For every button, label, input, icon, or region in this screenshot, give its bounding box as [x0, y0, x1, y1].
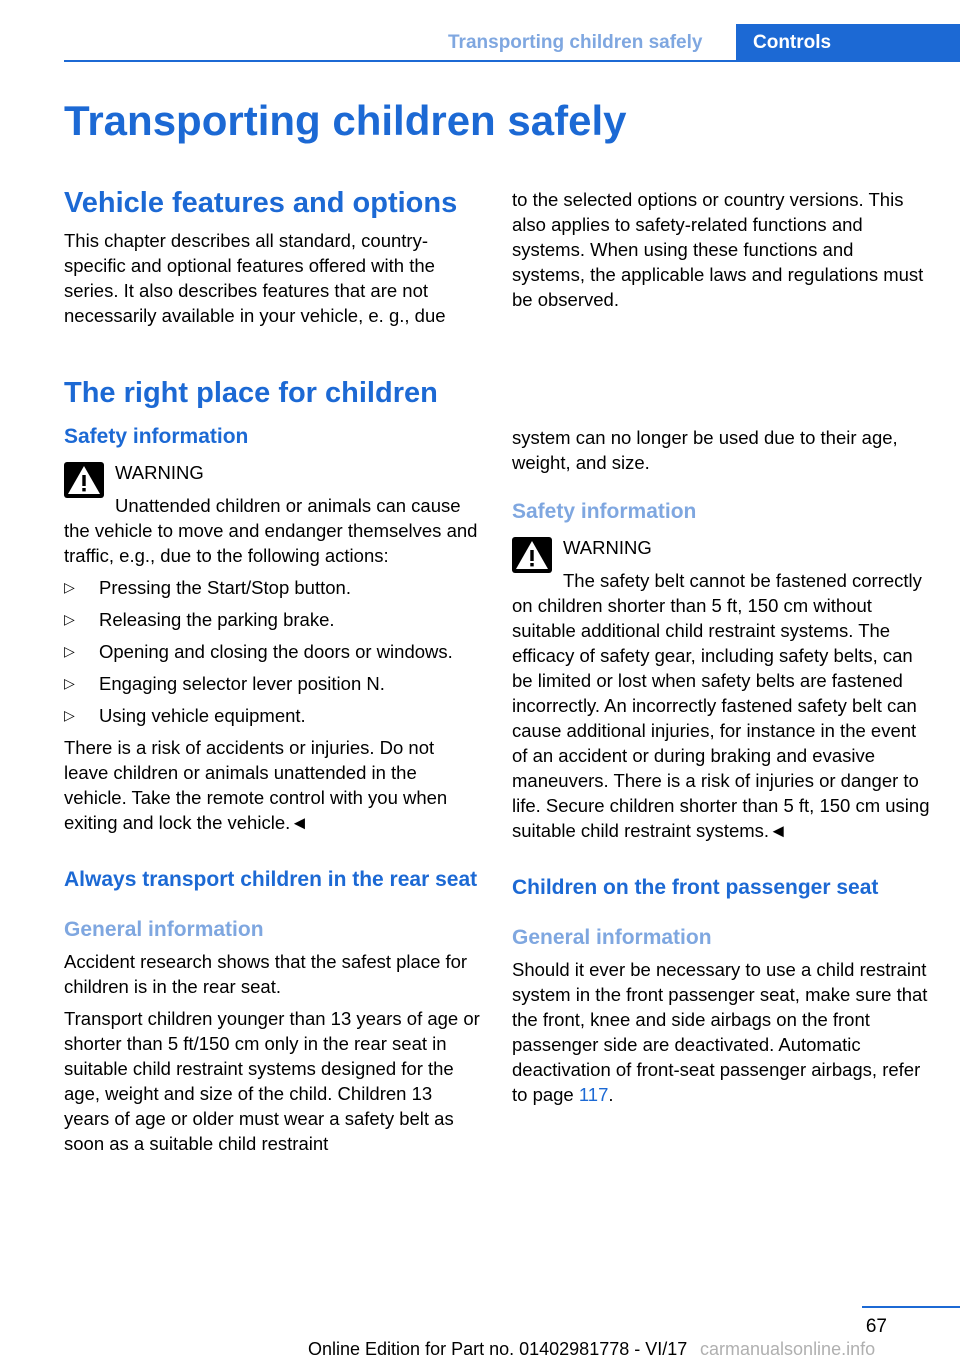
safety-information-heading: Safety information: [64, 425, 249, 448]
page-reference-link[interactable]: 117: [578, 1084, 609, 1105]
bullet-triangle-icon: ▷: [64, 643, 75, 659]
warning-consequence-text: There is a risk of accidents or injuries. Do not leave children or animals unattended in the vehicle. Take the remote control with you when exiting and lock the vehicle.◄: [64, 737, 448, 833]
warning-label: WARNING: [115, 462, 204, 483]
vehicle-features-text-right: to the selected options or country versions. This also applies to safety-related functions and systems. When using these functions and systems, the applicable laws and regulations must be observed.: [512, 189, 924, 310]
safety-information-heading-2: Safety information: [512, 500, 697, 523]
warning-block-2: [512, 535, 930, 843]
bullet-triangle-icon: ▷: [64, 675, 75, 691]
list-item: ▷ Engaging selector lever position N.: [64, 673, 385, 694]
front-seat-general-heading: General information: [512, 926, 712, 949]
rear-seat-text-2-continued: system can no longer be used due to their age, weight, and size.: [512, 427, 898, 473]
bullet-triangle-icon: ▷: [64, 707, 75, 723]
right-column-top: [512, 187, 930, 312]
warning-label-2: WARNING: [563, 537, 652, 558]
right-column: [512, 425, 930, 1107]
rear-seat-text-2: Transport children younger than 13 years of age or shorter than 5 ft/150 cm only in the rear seat in suitable child restraint systems designed for the age, weight and size of the child. Children 13 years of age or older must wear a safety belt as soon as a suitable child restraint: [64, 1008, 480, 1154]
warning-text: Unattended children or animals can cause the vehicle to move and endanger themselves and traffic, e.g., due to the following actions:: [64, 495, 478, 566]
warning-triangle-icon: [512, 537, 552, 573]
front-seat-heading: Children on the front passenger seat: [512, 876, 879, 899]
front-seat-text: Should it ever be necessary to use a child restraint system in the front passenger seat, make sure that the front, knee and side airbags on the front passenger side are deactivated. Automatic deactivation of front-seat passenger airbags, refer to page 117.: [512, 959, 928, 1105]
list-item: ▷ Using vehicle equipment.: [64, 705, 306, 726]
header-tab-controls: Controls: [736, 24, 960, 62]
vehicle-features-heading: Vehicle features and options: [64, 187, 458, 219]
right-place-heading: The right place for children: [64, 377, 438, 409]
footer-edition-text: Online Edition for Part no. 01402981778 - VI/17: [308, 1339, 688, 1359]
header-rule: [64, 60, 960, 62]
left-column: [64, 424, 482, 1156]
page-title: Transporting children safely: [64, 97, 627, 144]
list-item: ▷ Opening and closing the doors or windows.: [64, 641, 453, 662]
rear-seat-text-1: Accident research shows that the safest place for children is in the rear seat.: [64, 951, 468, 997]
watermark: carmanualsonline.info: [700, 1339, 876, 1359]
vehicle-features-text-left: This chapter describes all standard, country-specific and optional features offered with the series. It also describes features that are not necessarily available in your vehicle, e. g., due: [64, 230, 446, 326]
warning-bullet-list: [64, 575, 482, 728]
footer-rule: [862, 1306, 960, 1308]
bullet-triangle-icon: ▷: [64, 579, 75, 595]
rear-seat-heading: Always transport children in the rear seat: [64, 868, 478, 891]
warning-triangle-icon: [64, 462, 104, 498]
warning-block: [64, 460, 482, 568]
list-item: ▷ Releasing the parking brake.: [64, 609, 335, 630]
warning-text-2: The safety belt cannot be fastened correctly on children shorter than 5 ft, 150 cm without suitable additional child restraint systems. The efficacy of safety gear, including safety belts, can be limited or lost when safety belts are fastened incorrectly. An incorrectly fastened safety belt can cause additional injuries, for instance in the event of an accident or during braking and evasive maneuvers. There is a risk of injuries or danger to life. Secure children shorter than 5 ft, 150 cm using suitable child restraint systems.◄: [512, 570, 930, 841]
header-section-title: Transporting children safely: [448, 32, 703, 53]
left-column-top: [64, 184, 484, 328]
bullet-triangle-icon: ▷: [64, 611, 75, 627]
page-number: 67: [865, 1316, 887, 1337]
rear-seat-general-heading: General information: [64, 918, 264, 941]
list-item: ▷ Pressing the Start/Stop button.: [64, 577, 351, 598]
